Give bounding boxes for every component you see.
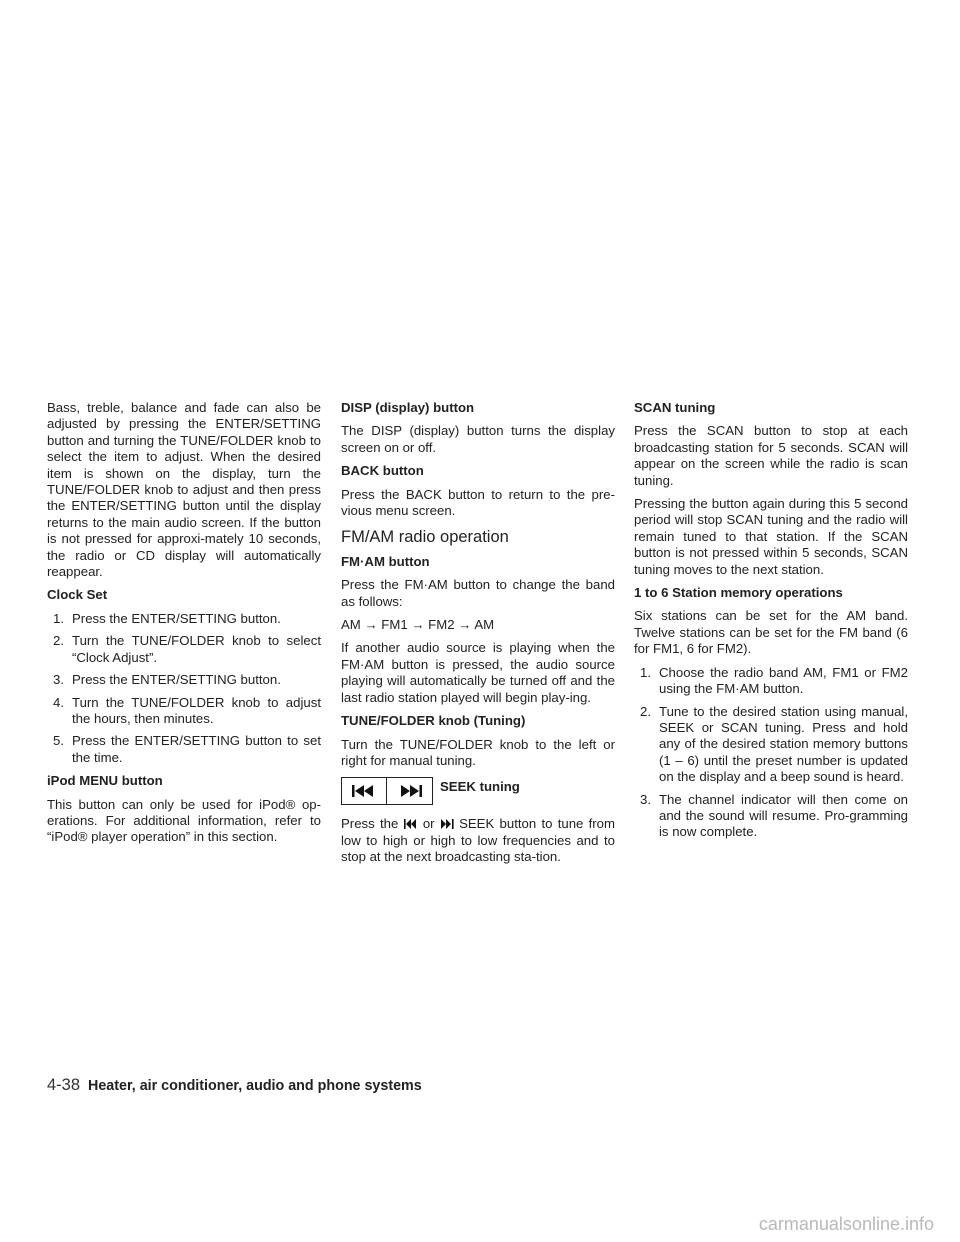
column-left [47,400,321,853]
scan-paragraph-2: Pressing the button again during this 5 second period will stop SCAN tuning and the radio will remain tuned to that station. If the SCAN button is not pressed within 5 seconds, SCAN tuning moves to the next station. [634,496,908,577]
chapter-title: Heater, air conditioner, audio and phone systems [88,1078,422,1094]
seek-heading: SEEK tuning [440,779,520,795]
seek-forward-icon [387,777,433,805]
seek-back-icon [341,777,387,805]
disp-paragraph: The DISP (display) button turns the display screen on or off. [341,423,615,455]
list-item: 3. The channel indicator will then come on and the sound will resume. Pro-gramming is now complete. [640,791,908,840]
tune-paragraph: Turn the TUNE/FOLDER knob to the left or right for manual tuning. [341,736,615,768]
clock-set-heading: Clock Set [47,587,108,603]
page-number: 4-38 [47,1076,81,1094]
section-title: FM/AM radio operation [341,528,509,547]
intro-paragraph: Bass, treble, balance and fade can also be adjusted by pressing the ENTER/SETTING button and turning the TUNE/FOLDER knob to select the item to adjust. When the desired item is shown on the display, turn the TUNE/FOLDER knob to adjust and then press the ENTER/SETTING button until the display returns to the main audio screen. If the button is not pressed for approxi-mately 10 seconds, the radio or CD display will automatically reappear. [47,400,321,580]
list-item: 1. Press the ENTER/SETTING button. [53,610,281,626]
back-paragraph: Press the BACK button to return to the pre-vious menu screen. [341,486,615,519]
list-item: 5. Press the ENTER/SETTING button to set the time. [53,733,321,765]
memory-heading: 1 to 6 Station memory operations [634,585,843,601]
ipod-menu-heading: iPod MENU button [47,773,163,789]
list-item: 3. Press the ENTER/SETTING button. [53,672,281,688]
memory-steps [634,665,908,841]
memory-paragraph: Six stations can be set for the AM band. Twelve stations can be set for the FM band (6 for FM1, 6 for FM2). [634,608,908,657]
scan-heading: SCAN tuning [634,400,716,415]
list-item: 2. Turn the TUNE/FOLDER knob to select “Clock Adjust”. [53,633,321,665]
band-sequence: AM → FM1 → FM2 → AM [341,617,495,633]
watermark: carmanualsonline.info [758,1214,934,1234]
page-footer [47,1076,422,1095]
fmam-paragraph: Press the FM·AM button to change the band as follows: [341,577,615,609]
list-item: 2. Tune to the desired station using manual, SEEK or SCAN tuning. Press and hold any of the desired station memory buttons (1 – 6) until the preset number is updated on the display and a beep sound is heard. [640,703,908,785]
clock-set-steps [47,611,321,766]
column-middle [341,400,615,873]
ipod-menu-paragraph: This button can only be used for iPod® op-erations. For additional information, refer to “iPod® player operation” in this section. [47,796,321,845]
fmam-heading: FM·AM button [341,553,430,569]
fmam-paragraph-2: If another audio source is playing when the FM·AM button is pressed, the audio source playing will automatically be turned off and the last radio station played will begin play-ing. [341,640,615,705]
column-right [634,400,908,848]
seek-back-icon [404,819,418,829]
list-item: 4. Turn the TUNE/FOLDER knob to adjust the hours, then minutes. [53,694,321,726]
seek-figure [341,776,615,806]
scan-paragraph-1: Press the SCAN button to stop at each broadcasting station for 5 seconds. SCAN will appear on the screen while the radio is scan tuning. [634,423,908,488]
seek-paragraph: Press the or SEEK button to tune from low to high or high to low frequencies and to stop at the next broadcasting sta-tion. [341,816,615,865]
back-heading: BACK button [341,463,424,479]
disp-heading: DISP (display) button [341,400,475,415]
list-item: 1. Choose the radio band AM, FM1 or FM2 using the FM·AM button. [640,664,908,697]
tune-heading: TUNE/FOLDER knob (Tuning) [341,713,526,729]
seek-forward-icon [440,819,454,829]
